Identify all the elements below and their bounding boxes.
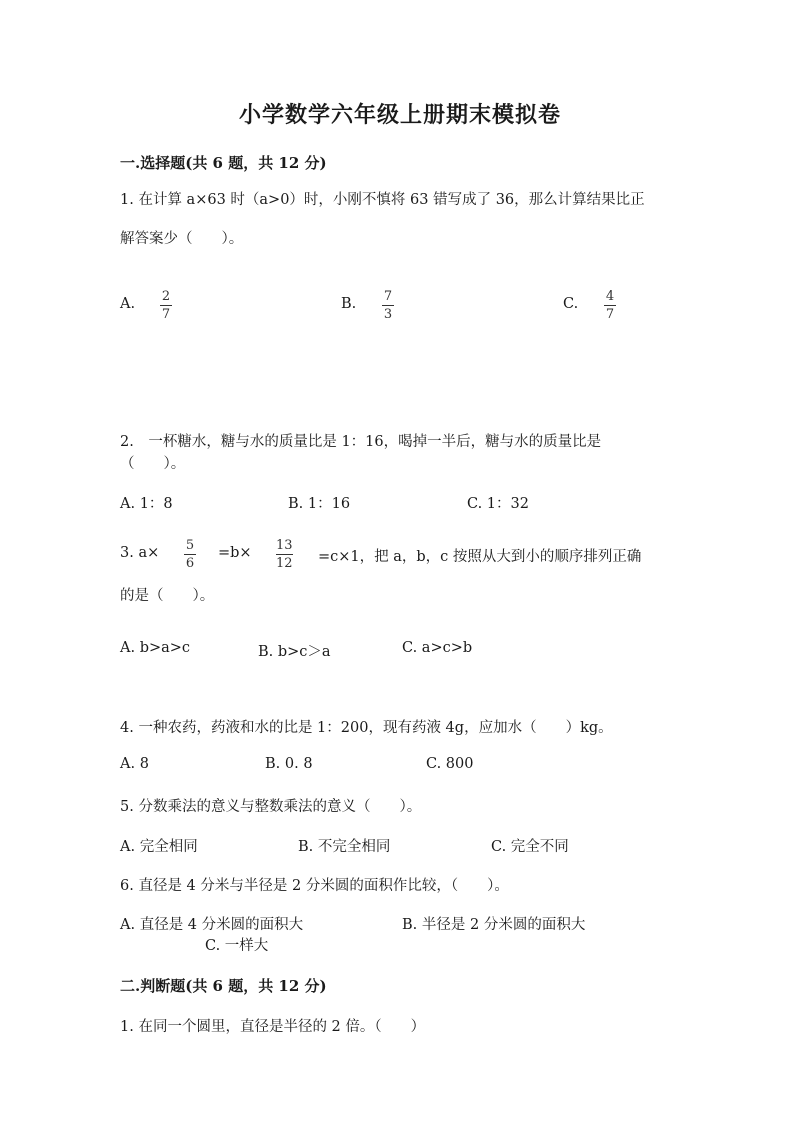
- question-3-fraction-2: [276, 538, 293, 571]
- denominator: 3: [383, 307, 393, 322]
- question-3-text-part2: =b×: [218, 545, 252, 561]
- option-1c-fraction: [604, 289, 616, 322]
- option-6a: A. 直径是 4 分米圆的面积大: [120, 917, 304, 933]
- denominator: 7: [605, 307, 615, 322]
- section-heading-choice: 一.选择题(共 6 题，共 12 分): [120, 154, 327, 172]
- option-4a: A. 8: [120, 756, 149, 772]
- question-5-text: 5. 分数乘法的意义与整数乘法的意义（ ）。: [120, 799, 422, 815]
- judgement-1-text: 1. 在同一个圆里，直径是半径的 2 倍。（ ）: [120, 1019, 426, 1035]
- option-2b: B. 1：16: [288, 496, 351, 512]
- denominator: 12: [276, 556, 293, 571]
- option-1b-fraction: [382, 289, 394, 322]
- question-2-text-cont: （ ）。: [120, 456, 186, 472]
- question-4-text: 4. 一种农药，药液和水的比是 1：200，现有药液 4g，应加水（ ）kg。: [120, 720, 613, 736]
- numerator: 7: [383, 289, 393, 304]
- option-3b: B. b>c＞a: [258, 644, 331, 660]
- question-1-text-cont: 解答案少（ ）。: [120, 231, 244, 247]
- question-6-text: 6. 直径是 4 分米与半径是 2 分米圆的面积作比较，（ ）。: [120, 878, 509, 894]
- numerator: 13: [276, 538, 293, 553]
- question-2-text: 2. 一杯糖水，糖与水的质量比是 1：16，喝掉一半后，糖与水的质量比是: [120, 434, 602, 450]
- question-3-fraction-1: [184, 538, 196, 571]
- option-1a-fraction: [160, 289, 172, 322]
- fraction-bar: [276, 554, 293, 555]
- page-title: 小学数学六年级上册期末模拟卷: [238, 102, 561, 128]
- option-6c: C. 一样大: [205, 938, 269, 954]
- question-1-text: 1. 在计算 a×63 时（a>0）时，小刚不慎将 63 错写成了 36，那么计算结果比正: [120, 192, 645, 208]
- question-3-text-cont: 的是（ ）。: [120, 588, 215, 604]
- option-1b-label: B.: [341, 296, 357, 312]
- option-4b: B. 0. 8: [265, 756, 313, 772]
- denominator: 6: [185, 556, 195, 571]
- option-2c: C. 1：32: [467, 496, 529, 512]
- option-5b: B. 不完全相同: [298, 839, 391, 855]
- option-6b: B. 半径是 2 分米圆的面积大: [402, 917, 586, 933]
- numerator: 5: [185, 538, 195, 553]
- option-4c: C. 800: [426, 756, 474, 772]
- option-5c: C. 完全不同: [491, 839, 569, 855]
- numerator: 2: [161, 289, 171, 304]
- option-3a: A. b>a>c: [120, 640, 191, 656]
- option-3c: C. a>c>b: [402, 640, 473, 656]
- fraction-bar: [184, 554, 196, 555]
- fraction-bar: [382, 305, 394, 306]
- question-3-text-part3: =c×1，把 a，b，c 按照从大到小的顺序排列正确: [318, 549, 642, 565]
- numerator: 4: [605, 289, 615, 304]
- option-1c-label: C.: [563, 296, 579, 312]
- option-2a: A. 1：8: [120, 496, 173, 512]
- fraction-bar: [604, 305, 616, 306]
- question-3-text-part1: 3. a×: [120, 545, 160, 561]
- denominator: 7: [161, 307, 171, 322]
- fraction-bar: [160, 305, 172, 306]
- section-heading-judgement: 二.判断题(共 6 题，共 12 分): [120, 977, 327, 995]
- option-1a-label: A.: [120, 296, 136, 312]
- option-5a: A. 完全相同: [120, 839, 198, 855]
